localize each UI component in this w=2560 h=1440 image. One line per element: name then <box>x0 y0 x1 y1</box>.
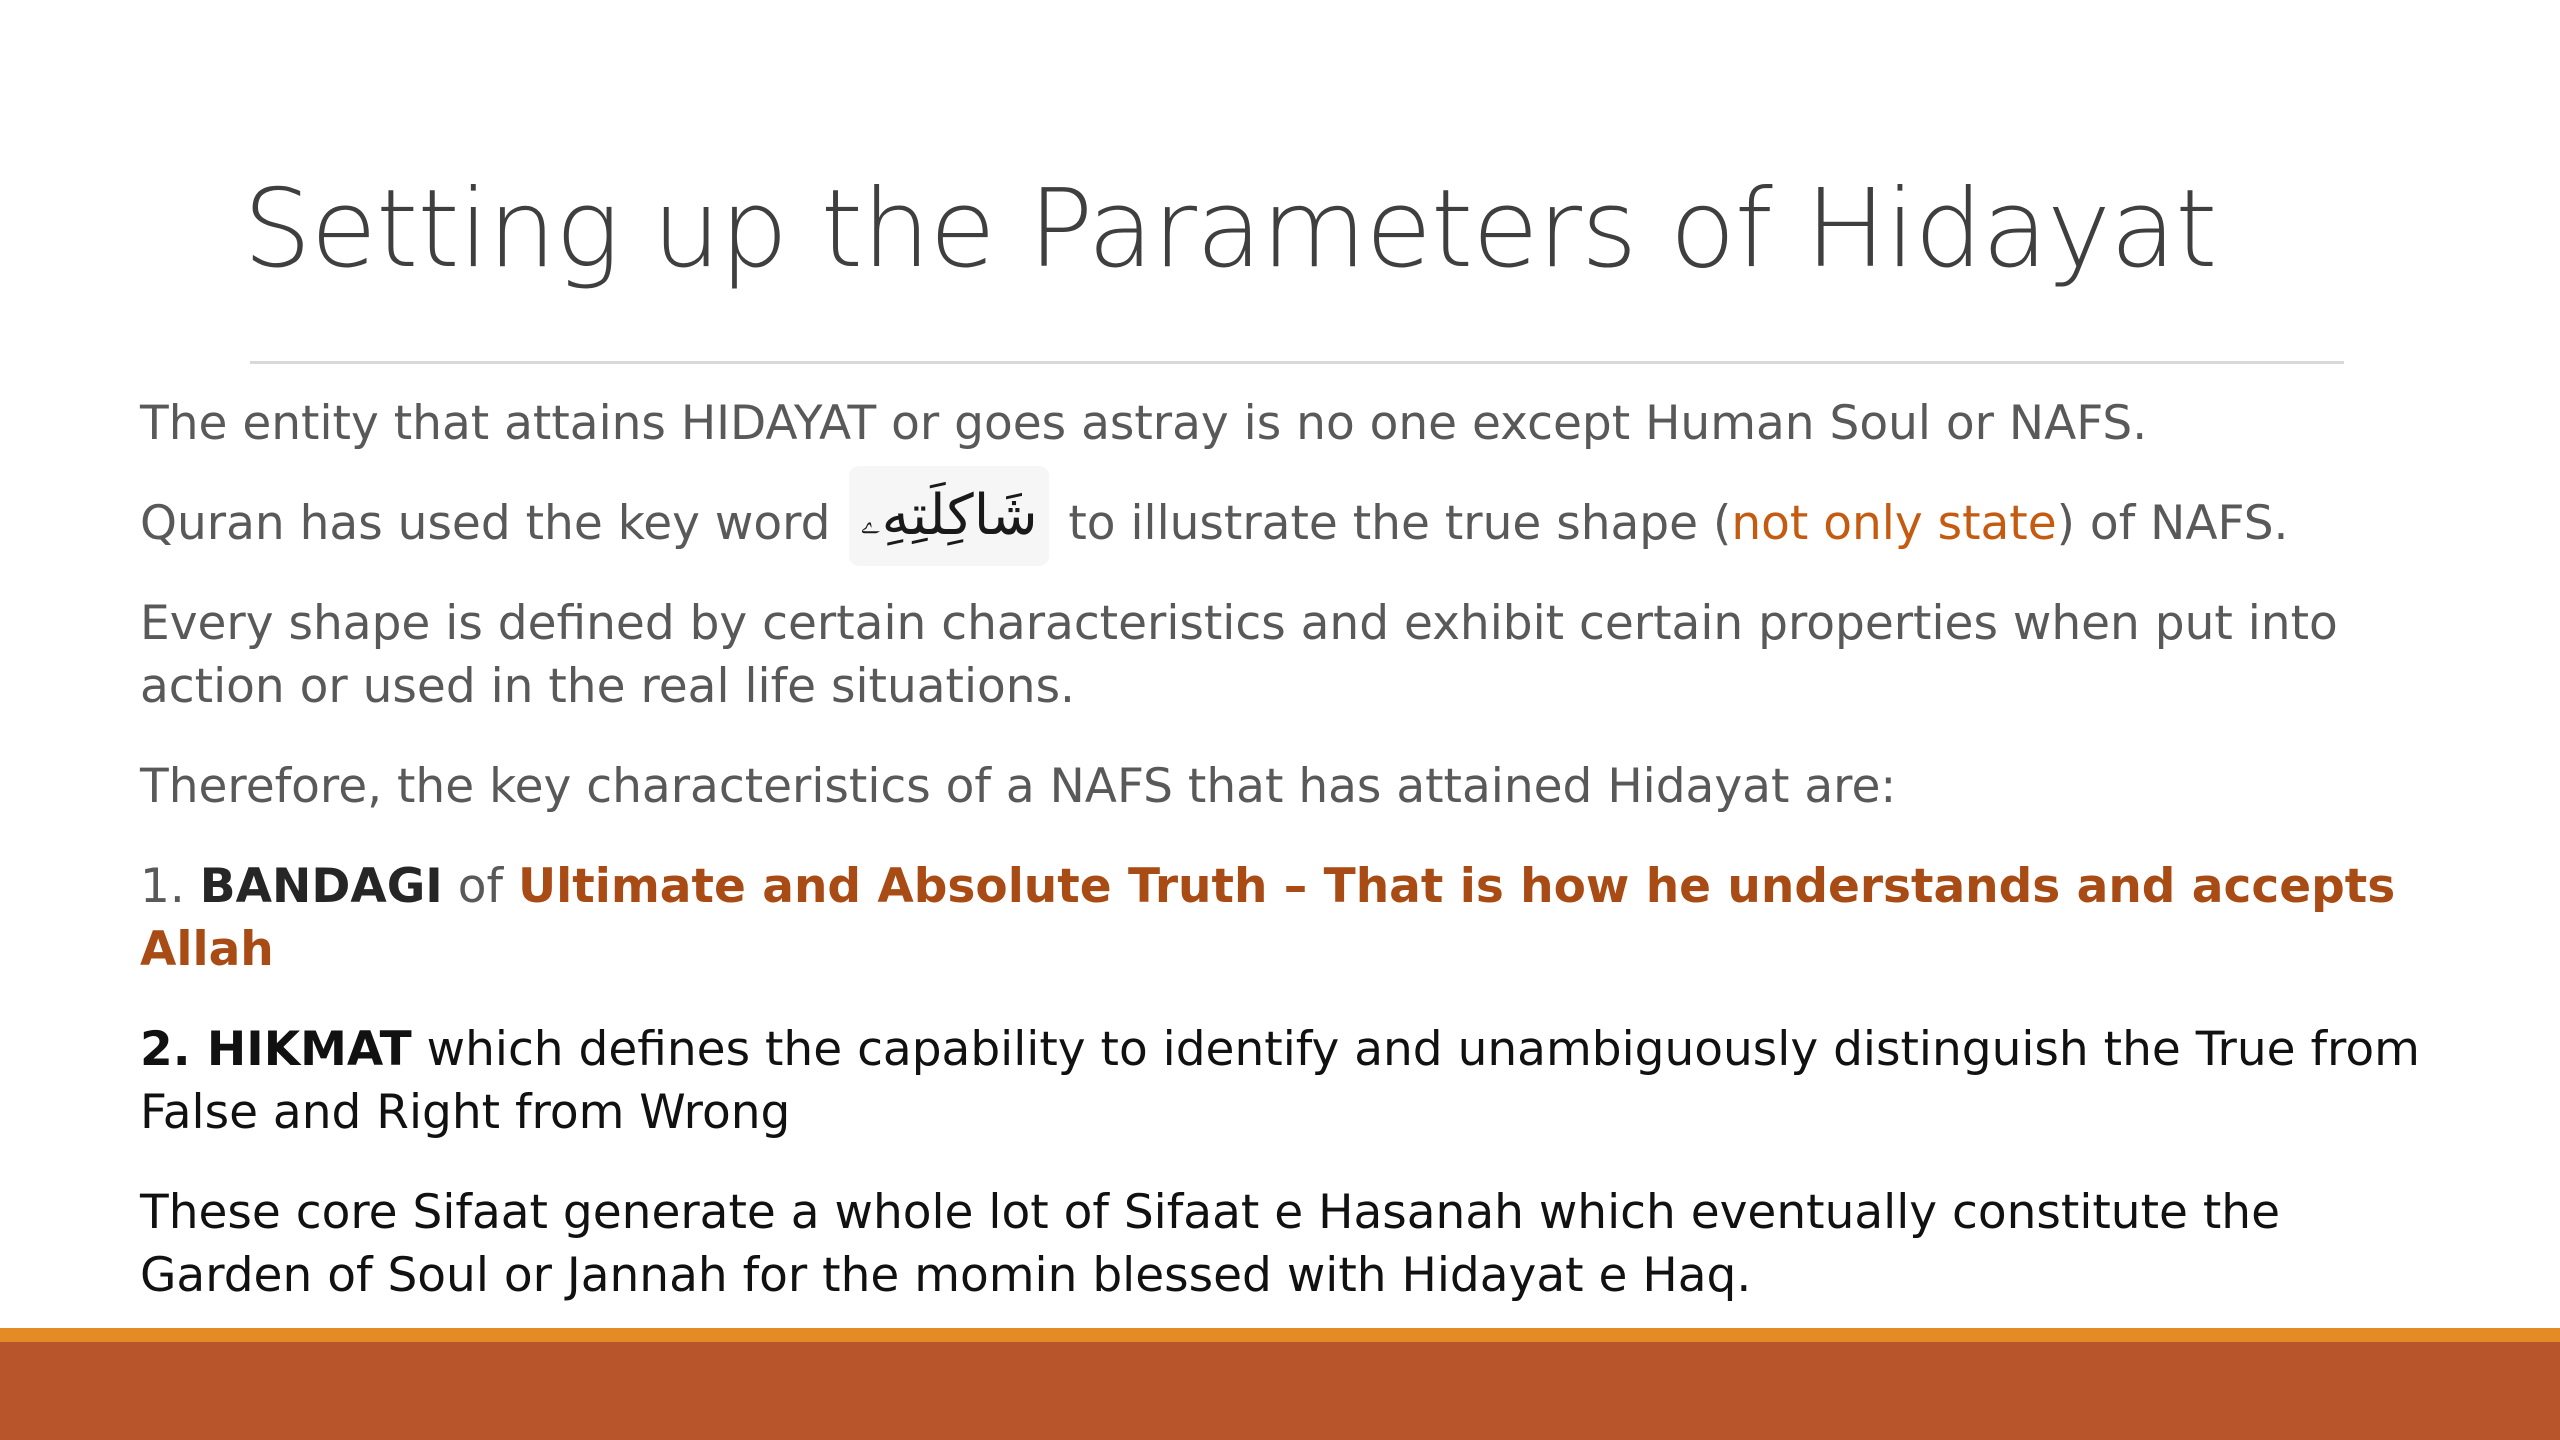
slide-body <box>140 392 2440 1344</box>
paragraph-key-word <box>140 482 2440 555</box>
key-word-end: ) of NAFS. <box>2056 496 2289 551</box>
paragraph-core-sifaat: These core Sifaat generate a whole lot of Sifaat e Hasanah which eventually constitute the Garden of Soul or Jannah for the momin blessed with Hidayat e Haq. <box>140 1185 2281 1303</box>
slide-title: Setting up the Parameters of Hidayat <box>243 167 2217 292</box>
arabic-calligraphy-image <box>849 466 1049 566</box>
bandagi-of: of <box>442 859 518 914</box>
key-word-middle: to illustrate the true shape ( <box>1068 496 1732 551</box>
hikmat-term: 2. HIKMAT <box>140 1022 412 1077</box>
list-number: 1. <box>140 859 200 914</box>
list-item-hikmat <box>140 1018 2440 1144</box>
footer-bar <box>0 1342 2560 1440</box>
not-only-state-highlight: not only state <box>1731 496 2057 551</box>
arabic-word-text: شَاكِلَتِهِۦ <box>860 482 1039 548</box>
hikmat-description: which defines the capability to identify and unambiguously distinguish the True from False and Right from Wrong <box>140 1022 2420 1140</box>
key-word-intro: Quran has used the key word <box>140 496 831 551</box>
footer-accent-stripe <box>0 1328 2560 1342</box>
paragraph-shape: Every shape is defined by certain characteristics and exhibit certain properties when put into action or used in the real life situations. <box>140 596 2338 714</box>
paragraph-characteristics: Therefore, the key characteristics of a NAFS that has attained Hidayat are: <box>140 759 1897 814</box>
list-item-bandagi <box>140 855 2440 981</box>
ultimate-truth-highlight: Ultimate and Absolute Truth – That is how he understands and accepts Allah <box>140 859 2396 977</box>
bandagi-term: BANDAGI <box>199 859 443 914</box>
paragraph-entity: The entity that attains HIDAYAT or goes astray is no one except Human Soul or NAFS. <box>140 396 2148 451</box>
title-divider <box>250 361 2344 364</box>
